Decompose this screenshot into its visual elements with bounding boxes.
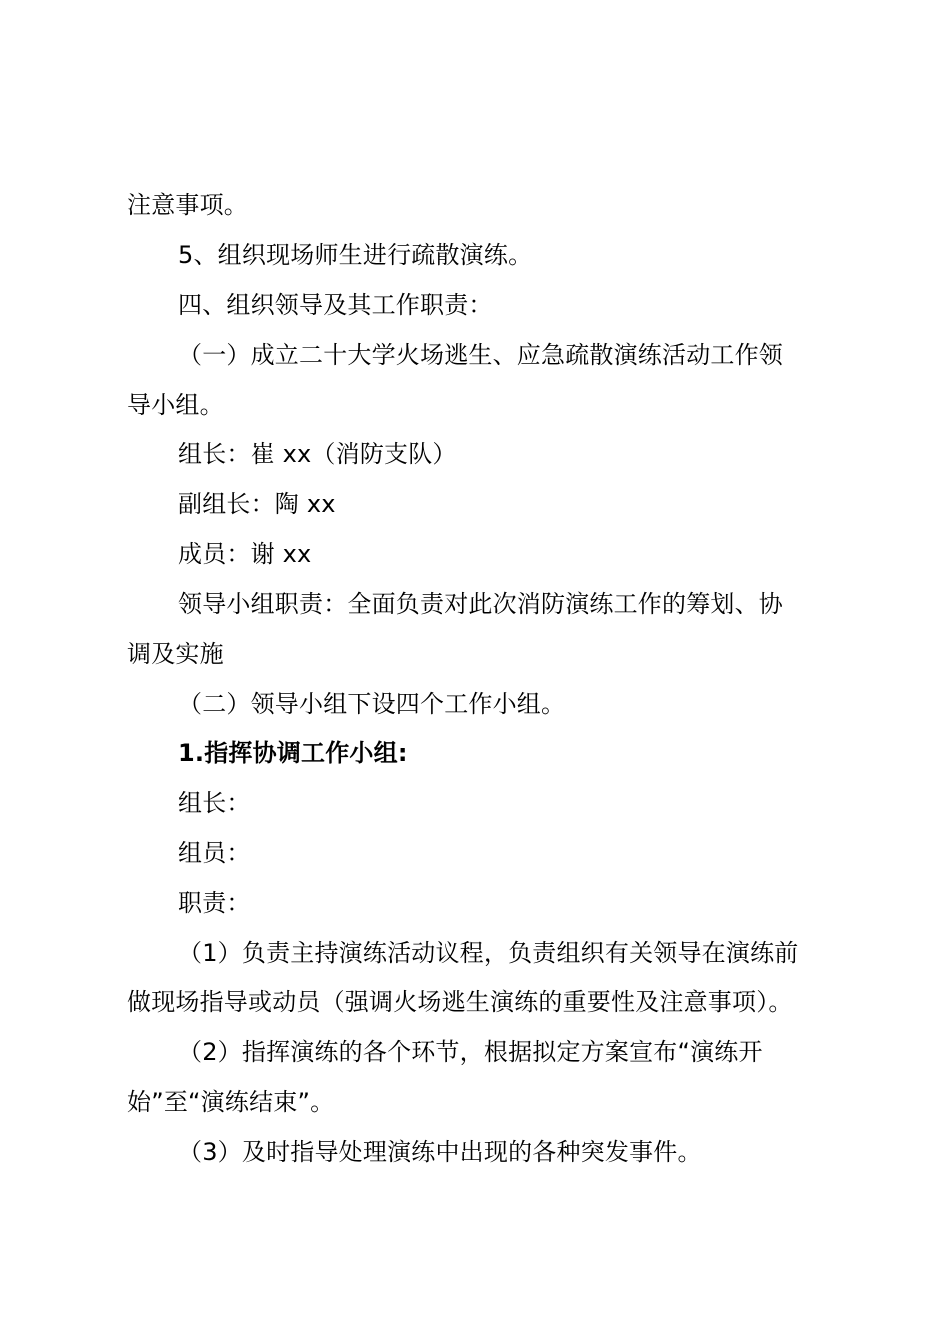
text-line: 副组长：陶 xx xyxy=(178,490,336,518)
text-line: 始”至“演练结束”。 xyxy=(127,1088,335,1116)
text-line: （2）指挥演练的各个环节，根据拟定方案宣布“演练开 xyxy=(178,1038,763,1066)
text-line: 职责： xyxy=(178,889,251,917)
text-line: 导小组。 xyxy=(127,391,224,419)
text-line: 领导小组职责：全面负责对此次消防演练工作的筹划、协 xyxy=(178,590,783,618)
text-line: 组员： xyxy=(178,839,251,867)
text-line: 5、组织现场师生进行疏散演练。 xyxy=(178,241,533,269)
text-line: （二）领导小组下设四个工作小组。 xyxy=(178,690,566,718)
text-line: 组长：崔 xx（消防支队） xyxy=(178,440,457,468)
text-line: 调及实施 xyxy=(127,640,224,668)
text-line: （一）成立二十大学火场逃生、应急疏散演练活动工作领 xyxy=(178,341,783,369)
section-heading: 四、组织领导及其工作职责： xyxy=(178,291,493,319)
text-line: 成员：谢 xx xyxy=(178,540,312,568)
text-line: 组长： xyxy=(178,789,251,817)
text-line: 注意事项。 xyxy=(127,191,248,219)
text-line: （3）及时指导处理演练中出现的各种突发事件。 xyxy=(178,1138,702,1166)
subsection-heading: 1.指挥协调工作小组: xyxy=(178,739,408,767)
text-line: （1）负责主持演练活动议程，负责组织有关领导在演练前 xyxy=(178,939,799,967)
text-line: 做现场指导或动员（强调火场逃生演练的重要性及注意事项）。 xyxy=(127,988,793,1016)
